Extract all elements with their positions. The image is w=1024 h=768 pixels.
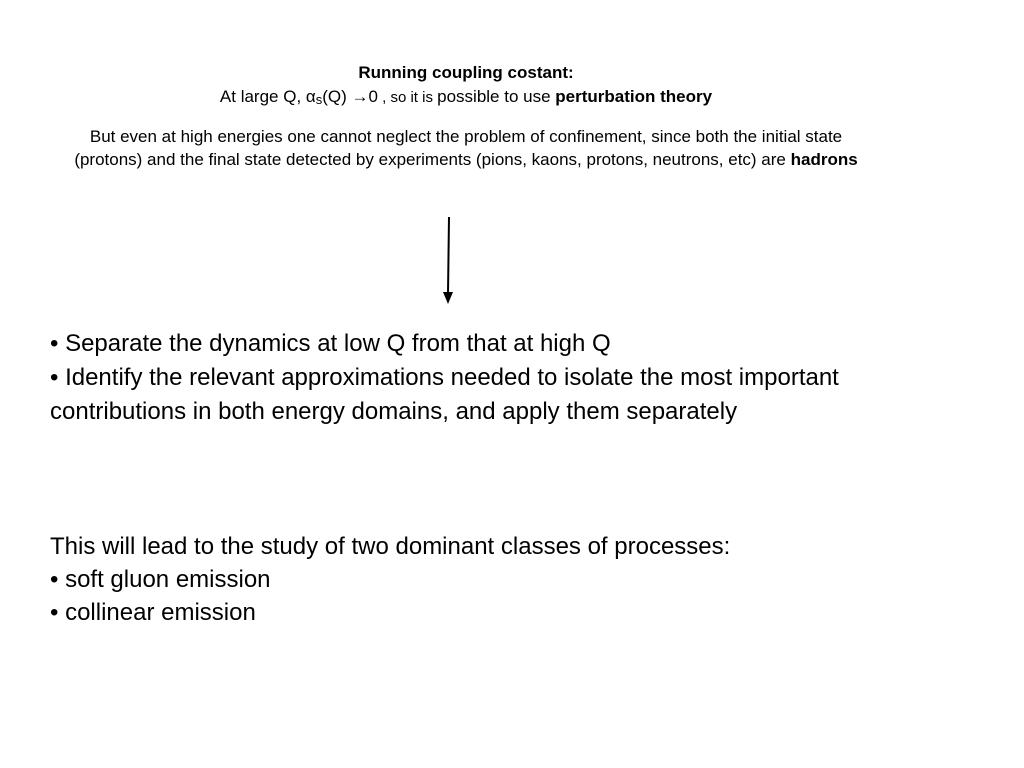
confinement-paragraph [68, 125, 864, 171]
conclusion-intro: This will lead to the study of two dominant classes of processes: [50, 533, 731, 560]
statement-middle: (Q) →0 [322, 87, 378, 106]
bullet-list [50, 327, 880, 429]
slide-heading: Running coupling costant: [358, 63, 574, 82]
conclusion-block [50, 530, 910, 629]
alpha-subscript: s [315, 92, 323, 107]
conclusion-item: • collinear emission [50, 599, 256, 626]
bullet-item: • Identify the relevant approximations needed to isolate the most important contributions in both energy domains, and apply them separately [50, 364, 839, 425]
statement-so-it-is: , so it is [377, 89, 438, 106]
running-coupling-statement [0, 86, 932, 111]
confinement-text: But even at high energies one cannot neglect the problem of confinement, since both the initial state (protons) and the final state detected by experiments (pions, kaons, protons, neutrons, etc) are [74, 127, 843, 169]
down-arrow-icon [438, 216, 462, 308]
perturbation-theory-term: perturbation theory [555, 87, 713, 106]
bullet-item: • Separate the dynamics at low Q from that at high Q [50, 330, 611, 357]
conclusion-item: • soft gluon emission [50, 566, 271, 593]
statement-suffix: possible to use [437, 87, 556, 106]
statement-prefix: At large Q, α [219, 87, 316, 106]
hadrons-term: hadrons [790, 150, 858, 169]
